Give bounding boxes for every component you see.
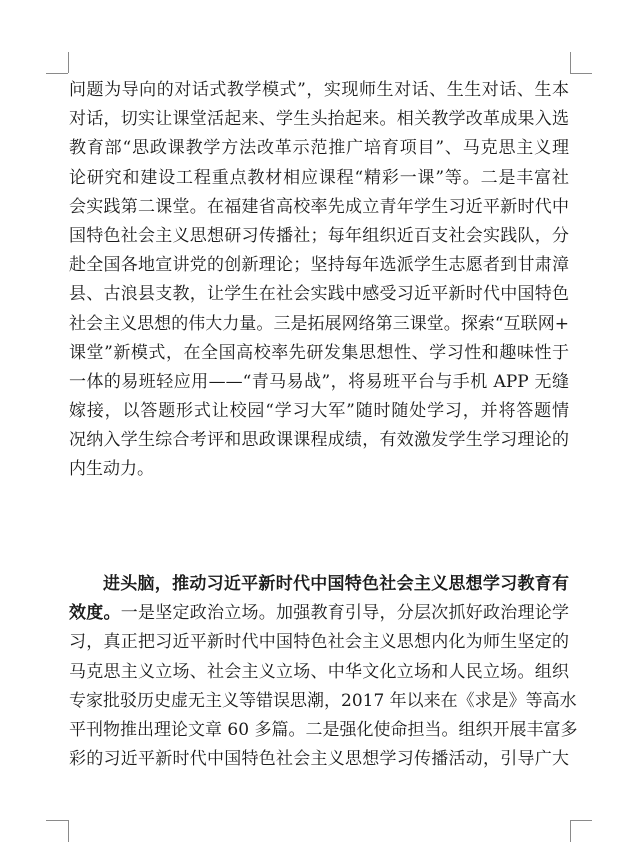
section-heading-end: 效度。 — [69, 603, 121, 624]
text-line: 会实践第二课堂。在福建省高校率先成立青年学生习近平新时代中 — [69, 196, 569, 217]
crop-mark-top-left-horizontal — [46, 73, 68, 74]
crop-mark-bottom-right-horizontal — [570, 820, 592, 821]
paragraph-1 — [69, 76, 569, 485]
crop-mark-bottom-left-horizontal — [46, 820, 68, 821]
section-heading: 进头脑，推动习近平新时代中国特色社会主义思想学习教育有 — [103, 574, 569, 594]
text-line: 问题为导向的对话式教学模式”，实现师生对话、生生对话、生本 — [69, 80, 569, 100]
text-line: 彩的习近平新时代中国特色社会主义思想学习传播活动，引导广大 — [69, 749, 569, 770]
text-line: 论研究和建设工程重点教材相应课程“精彩一课”等。二是丰富社 — [69, 167, 569, 188]
text-line: 社会主义思想的伟大力量。三是拓展网络第三课堂。探索“互联网+ — [69, 313, 569, 334]
text-line: 马克思主义立场、社会主义立场、中华文化立场和人民立场。组织 — [69, 661, 569, 682]
crop-mark-bottom-left-vertical — [68, 820, 69, 842]
text-line: 一体的易班轻应用——“青马易战”，将易班平台与手机 APP 无缝 — [69, 371, 569, 392]
paragraph-2 — [69, 570, 578, 774]
crop-mark-top-right-vertical — [570, 52, 571, 73]
text-line: 教育部“思政课教学方法改革示范推广培育项目”、马克思主义理 — [69, 138, 569, 159]
text-line: 平刊物推出理论文章 60 多篇。二是强化使命担当。组织开展丰富多 — [69, 719, 578, 740]
text-line: 嫁接，以答题形式让校园“学习大军”随时随处学习，并将答题情 — [69, 401, 569, 422]
text-line: 课堂”新模式，在全国高校率先研发集思想性、学习性和趣味性于 — [69, 342, 569, 363]
text-line: 况纳入学生综合考评和思政课课程成绩，有效激发学生学习理论的 — [69, 430, 569, 451]
text-line: 习，真正把习近平新时代中国特色社会主义思想内化为师生坚定的 — [69, 632, 569, 653]
text-line: 赴全国各地宣讲党的创新理论；坚持每年选派学生志愿者到甘肃漳 — [69, 255, 569, 276]
text-segment: 一是坚定政治立场。加强教育引导，分层次抓好政治理论学 — [120, 603, 569, 624]
crop-mark-bottom-right-vertical — [570, 820, 571, 842]
text-line: 县、古浪县支教，让学生在社会实践中感受习近平新时代中国特色 — [69, 284, 569, 305]
text-line: 国特色社会主义思想研习传播社；每年组织近百支社会实践队，分 — [69, 225, 569, 246]
text-line: 对话，切实让课堂活起来、学生头抬起来。相关教学改革成果入选 — [69, 109, 569, 130]
text-line: 专家批驳历史虚无主义等错误思潮，2017 年以来在《求是》等高水 — [69, 690, 577, 711]
text-line: 内生动力。 — [69, 459, 154, 480]
text-line — [69, 599, 569, 628]
crop-mark-top-left-vertical — [68, 52, 69, 73]
crop-mark-top-right-horizontal — [570, 73, 592, 74]
